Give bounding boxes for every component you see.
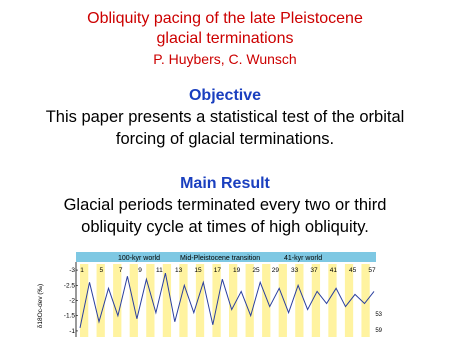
title-line-1: Obliquity pacing of the late Pleistocene — [87, 10, 363, 27]
main-result-text — [0, 194, 450, 238]
cycle-number-9: 9 — [138, 267, 142, 274]
main-result-text-line-2: obliquity cycle at times of high obliquity. — [81, 218, 369, 236]
obliquity-bar — [80, 264, 88, 337]
y-tick-label: -1.5 — [63, 312, 75, 320]
main-result-text-line-1: Glacial periods terminated every two or third — [63, 196, 387, 214]
cycle-number-7: 7 — [118, 267, 123, 274]
y-axis-label: δ18Oc-dev (‰) — [37, 283, 44, 329]
obliquity-bar — [262, 264, 270, 337]
obliquity-bar — [295, 264, 303, 337]
y-tick-label: -2.5 — [63, 282, 75, 290]
cycle-number-41: 41 — [329, 267, 337, 274]
cycle-number-19: 19 — [233, 267, 241, 274]
obliquity-bar — [130, 264, 138, 337]
objective-heading: Objective — [188, 87, 262, 104]
bottom-number-53: 53 — [375, 312, 382, 318]
cycle-number-11: 11 — [155, 267, 163, 274]
obliquity-bar — [163, 264, 171, 337]
band-label-41kyr: 41-kyr world — [284, 255, 323, 262]
cycle-number-15: 15 — [194, 267, 202, 274]
bottom-number-59: 59 — [375, 328, 382, 334]
obliquity-bar — [345, 264, 353, 337]
obliquity-bar — [97, 264, 105, 337]
y-tick-label: -1 — [69, 327, 75, 335]
cycle-number-labels — [80, 267, 376, 274]
cycle-number-57: 57 — [368, 267, 376, 274]
cycle-number-5: 5 — [99, 267, 104, 274]
cycle-number-1: 1 — [80, 267, 84, 274]
y-tick-label: -2 — [69, 297, 75, 305]
obliquity-bars — [80, 264, 370, 337]
obliquity-bar — [212, 264, 220, 337]
obliquity-bar — [279, 264, 287, 337]
cycle-number-29: 29 — [271, 267, 279, 274]
obliquity-figure — [32, 246, 386, 337]
objective-text — [0, 106, 450, 150]
obliquity-bar — [361, 264, 369, 337]
authors: P. Huybers, C. Wunsch — [153, 51, 297, 67]
objective-text-line-2: forcing of glacial terminations. — [115, 130, 335, 148]
obliquity-bar — [246, 264, 254, 337]
obliquity-bar — [146, 264, 154, 337]
obliquity-bar — [312, 264, 320, 337]
obliquity-bar — [113, 264, 121, 337]
y-tick-label: -3 — [69, 267, 75, 275]
cycle-number-17: 17 — [213, 267, 221, 274]
band-label-transition: Mid-Pleistocene transition — [180, 255, 261, 262]
obliquity-bar — [328, 264, 336, 337]
cycle-number-33: 33 — [291, 267, 299, 274]
objective-text-line-1: This paper presents a statistical test of the orbital — [45, 108, 405, 126]
band-label-100kyr: 100-kyr world — [118, 255, 161, 262]
main-result-heading: Main Result — [180, 175, 270, 192]
cycle-number-45: 45 — [349, 267, 357, 274]
title-line-2: glacial terminations — [156, 30, 294, 47]
cycle-number-37: 37 — [310, 267, 318, 274]
cycle-number-13: 13 — [175, 267, 183, 274]
cycle-number-25: 25 — [252, 267, 260, 274]
